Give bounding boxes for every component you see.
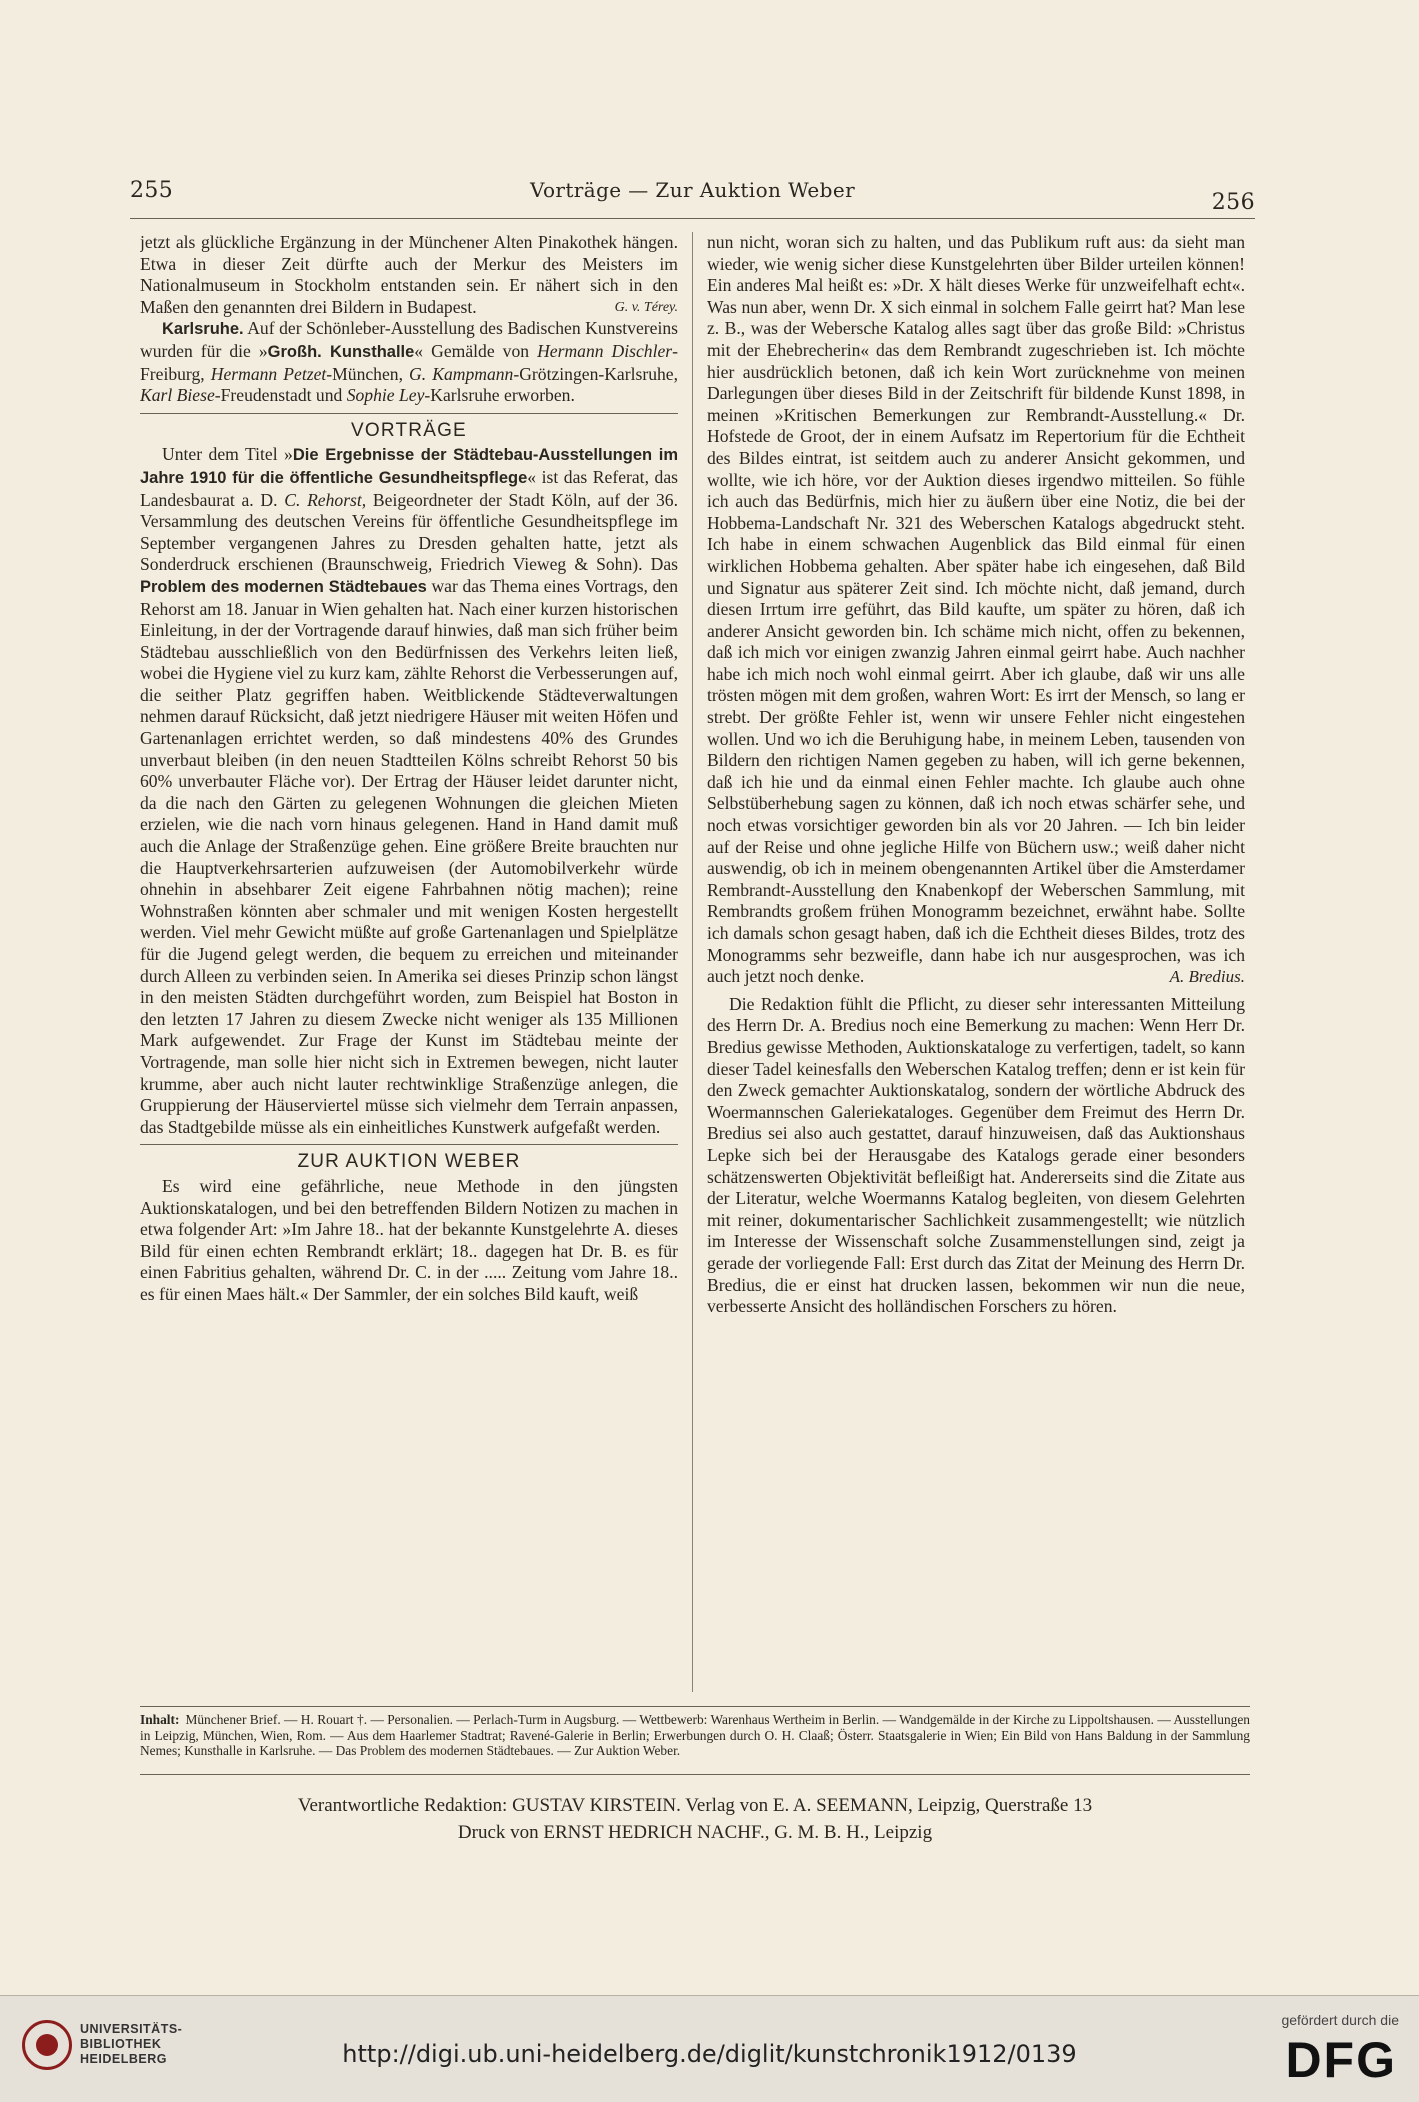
karlsruhe-text-5: -Grötzingen-Karlsruhe,: [513, 363, 678, 384]
page-number-right: 256: [1211, 190, 1255, 215]
funded-by-label: gefördert durch die: [1281, 2012, 1399, 2028]
karlsruhe-text-7: -Karlsruhe erworben.: [424, 385, 575, 406]
karlsruhe-text-4: -München,: [326, 363, 410, 384]
running-title: Vorträge — Zur Auktion Weber: [529, 178, 856, 202]
section-title-weber: ZUR AUKTION WEBER: [140, 1144, 678, 1173]
imprint-line-1: Verantwortliche Redaktion: GUSTAV KIRSTEIN. Verlag von E. A. SEEMANN, Leipzig, Querstraße 13: [297, 1795, 1093, 1816]
name-petzet: Hermann Petzet: [210, 363, 327, 384]
column-left: [140, 232, 678, 1692]
karlsruhe-text-2: « Gemälde von: [414, 340, 538, 361]
table-of-contents: [140, 1706, 1250, 1759]
paragraph-redaktion: Die Redaktion fühlt die Pflicht, zu dieser sehr interessanten Mitteilung des Herrn Dr. A. Bredius noch eine Bemerkung zu machen: Wenn Herr Dr. Bredius gewisse Methoden, Auktionskataloge zu verfertigen, tadelt, so kann dieser Tadel keinesfalls den Weberschen Katalog treffen; denn er ist kein für den Zweck gemachter Auktionskatalog, sondern der wörtliche Abdruck des Woermannschen Galeriekataloges. Gegenüber dem Freimut des Herrn Dr. Bredius sei also auch gestattet, darauf hinzuweisen, daß das Auktionshaus Lepke sich bei der Herausgabe des Katalogs gerade einer besonders schätzenswerten Objektivität befleißigt hat. Andererseits sind die Zitate aus der Literatur, welche Woermanns Katalog begleiten, von diesem Gelehrten mit reiner, dokumentarischer Sachlichkeit zusammengestellt; wie nützlich im Interesse der Wissenschaft solche Zusammenstellungen sind, zeigt ja gerade der vorliegende Fall: Erst durch das Zitat der Meinung des Herrn Dr. Bredius, die er einst hat drucken lassen, bekommen wir nun die neue, verbesserte Ansicht des holländischen Forschers zu hören.: [707, 993, 1245, 1317]
signature-bredius: A. Bredius.: [1169, 967, 1245, 987]
library-line-1: UNIVERSITÄTS-: [80, 2022, 183, 2036]
karlsruhe-text-3: -Freiburg,: [140, 340, 678, 384]
name-biese: Karl Biese: [140, 385, 215, 406]
column-right: [707, 232, 1245, 1692]
library-line-2: BIBLIOTHEK: [80, 2037, 162, 2051]
page-number-left: 255: [130, 178, 174, 203]
vortraege-bold-title: Die Ergebnisse der Städtebau-Ausstellungen im Jahre 1910 für die öffentliche Gesundheitspflege: [140, 446, 678, 487]
karlsruhe-kunsthalle: Großh. Kunsthalle: [267, 342, 415, 361]
vortraege-text-1: Unter dem Titel »: [162, 444, 293, 465]
contents-rule: [140, 1774, 1250, 1775]
running-header: [130, 178, 1255, 215]
karlsruhe-text-6: -Freudenstadt und: [214, 385, 347, 406]
karlsruhe-heading: Karlsruhe.: [162, 320, 244, 339]
contents-label: Inhalt:: [140, 1712, 180, 1727]
paragraph-intro: [140, 232, 678, 318]
vortraege-text-3: Beigeordneter der Stadt Köln, auf der 36. Versammlung des deutschen Vereins für öffentliche Gesundheitspflege im September vergangenen Jahres zu Dresden gehalten hatte, jetzt als Sonderdruck erschienen (Braunschweig, Friedrich Vieweg & Sohn). Das: [140, 489, 678, 575]
karlsruhe-text-1: Auf der Schönleber-Ausstellung des Badischen Kunstvereins wurden für die »: [140, 318, 678, 361]
paragraph-weber: Es wird eine gefährliche, neue Methode in den jüngsten Auktionskatalogen, und bei den betreffenden Bildern Notizen zu machen in etwa folgender Art: »Im Jahre 18.. hat der bekannte Kunstgelehrte A. dieses Bild für einen echten Rembrandt erklärt; 18.. dagegen hat Dr. B. es für einen Fabritius gehalten, während Dr. C. in der ..... Zeitung vom Jahre 18.. es für einen Maes hält.« Der Sammler, der ein solches Bild kauft, weiß: [140, 1175, 678, 1304]
paragraph-vortraege: [140, 444, 678, 1138]
name-ley: Sophie Ley: [346, 385, 425, 406]
contents-text: Münchener Brief. — H. Rouart †. — Personalien. — Perlach-Turm in Augsburg. — Wettbewerb: Warenhaus Wertheim in Berlin. — Wandgemälde in der Kirche zu Lippoltshausen. — Ausstellungen in Leipzig, München, Wien, Rom. — Aus dem Haarlemer Stadtrat; Ravené-Galerie in Berlin; Erwerbungen durch O. H. Claaß; Österr. Staatsgalerie in Wien; Ein Bild von Hans Baldung in der Sammlung Nemes; Kunsthalle in Karlsruhe. — Das Problem des modernen Städtebaues. — Zur Auktion Weber.: [140, 1712, 1250, 1759]
column-divider: [692, 232, 693, 1692]
section-title-vortraege: VORTRÄGE: [140, 413, 678, 442]
viewer-footer: [0, 1995, 1419, 2102]
two-column-body: [140, 232, 1245, 1692]
dfg-logo[interactable]: DFG: [1285, 2032, 1397, 2088]
signature-terey: G. v. Térey.: [614, 299, 678, 315]
name-dischler: Hermann Dischler: [537, 340, 673, 361]
header-rule: [130, 218, 1255, 219]
bredius-text: nun nicht, woran sich zu halten, und das Publikum ruft aus: da sieht man wieder, wie wenig sicher diese Kunstgelehrten über Bilder urteilen können! Ein anderes Mal heißt es: »Dr. X hält dieses Werke für unzweifelhaft echt«. Was nun aber, wenn Dr. X sich einmal in solchem Falle geirrt hat? Man lese z. B., was der Webersche Katalog alles sagt über das große Bild: »Christus mit der Ehebrecherin« das dem Rembrandt zugeschrieben ist. Ich möchte hier ausdrücklich betonen, daß ich kein Wort zurücknehme von meinen Darlegungen über dieses Bild in der Zeitschrift für bildende Kunst 1898, in meinen »Kritischen Bemerkungen zur Rembrandt-Ausstellung.« Dr. Hofstede de Groot, der in einem Aufsatz im Repertorium für die Echtheit des Bildes eintrat, ist seitdem auch zu anderer Ansicht gekommen, und wollte, wie ich höre, vor der Auktion dieses irgendwo mitteilen. So fühle ich auch das Bedürfnis, mich hier zu äußern über eine Notiz, die bei der Hobbema-Landschaft Nr. 321 des Weberschen Katalogs abgedruckt steht. Ich habe in einem schwachen Augenblick das Bild einmal für einen wirklichen Hobbema gehalten. Aber später habe ich eingesehen, daß Bild und Signatur aus späterer Zeit sind. Ich möchte nicht, daß jemand, durch diesen Irrtum irre geführt, das Bild kaufte, um später zu hören, daß ich anderer Ansicht geworden bin. Ich schäme mich nicht, offen zu bekennen, daß ich mich vor einigen zwanzig Jahren einmal geirrt habe. Auch nachher habe ich mich noch wohl einmal geirrt. Aber ich glaube, daß wir uns alle trösten mögen mit dem großen, wahren Wort: Es irrt der Mensch, so lang er strebt. Der größte Fehler ist, wenn wir unsere Fehler nicht eingestehen wollen. Und wo ich die Beruhigung habe, in meinem Leben, tausenden von Bildern den richtigen Namen gegeben zu haben, will ich gerne bekennen, daß ich hie und da einmal einen Fehler machte. Ich glaube auch ohne Selbstüberhebung sagen zu können, daß ich noch etwas schärfer sehe, und noch etwas vorsichtiger geworden bin als vor 20 Jahren. — Ich bin leider auf der Reise und ohne jegliche Hilfe von Büchern usw.; weiß daher nicht auswendig, ob ich in meinem obengenannten Artikel über die Amsterdamer Rembrandt-Ausstellung den Knabenkopf der Weberschen Sammlung, mit Rembrandts großem frühen Monogramm bezeichnet, erwähnt habe. Sollte ich damals schon gesagt haben, daß ich die Echtheit dieses Bildes, trotz des Monogramms sehr bezweifle, dann habe ich nur ausgesprochen, was ich auch jetzt noch denke.: [707, 232, 1245, 987]
permalink-url[interactable]: http://digi.ub.uni-heidelberg.de/diglit/kunstchronik1912/0139: [342, 2040, 1077, 2068]
imprint-line-2: Druck von ERNST HEDRICH NACHF., G. M. B. H., Leipzig: [457, 1822, 933, 1843]
paragraph-bredius: [707, 232, 1245, 988]
library-line-3: HEIDELBERG: [80, 2052, 167, 2066]
paragraph-karlsruhe: [140, 318, 678, 406]
vortraege-bold-problem: Problem des modernen Städtebaues: [140, 577, 427, 596]
imprint: [140, 1792, 1250, 1846]
vortraege-text-2: « ist das Referat, das Landesbaurat a. D.: [140, 466, 678, 510]
intro-text: jetzt als glückliche Ergänzung in der Münchener Alten Pinakothek hängen. Etwa in dieser Zeit dürfte auch der Merkur des Meisters im Nationalmuseum in Stockholm entstanden sein. Er nähert sich in den Maßen den genannten drei Bildern in Budapest.: [140, 232, 678, 317]
name-kampmann: G. Kampmann: [409, 363, 514, 384]
name-rehorst: C. Rehorst,: [284, 489, 367, 510]
vortraege-text-4: war das Thema eines Vortrags, den Rehorst am 18. Januar in Wien gehalten hat. Nach einer kurzen historischen Einleitung, in der der Vortragende darauf hinwies, daß man sich früher beim Städtebau ausschließlich von den Bedürfnissen des Verkehrs leiten ließ, wobei die Hygiene viel zu kurz kam, zählte Rehorst die Verbesserungen auf, die seither Platz gegriffen haben. Weitblickende Städteverwaltungen nehmen darauf Rücksicht, daß jetzt niedrigere Häuser mit weiten Höfen und Gartenanlagen errichtet werden, so daß mindestens 40% des Grundes unverbaut bleiben (in den neuen Stadtteilen Kölns schreibt Rehorst 50 bis 60% unverbauter Fläche vor). Der Ertrag der Häuser leidet darunter nicht, da die nach den Gärten zu gelegenen Wohnungen die gleichen Mieten erzielen, wie die nach vorn hinaus gelegenen. Hand in Hand damit muß auch die Anlage der Straßenzüge gehen. Eine größere Breite brauchten nur die Hauptverkehrsarterien aufzuweisen (der Automobilverkehr würde ohnehin in absehbarer Zeit eigene Fahrbahnen nötig machen); reine Wohnstraßen könnten aber schmaler und mit wenigen Kosten hergestellt werden. Viel mehr Gewicht müßte auf große Gartenanlagen und Spielplätze für die Jugend gelegt werden, die bequem zu erreichen und miteinander durch Alleen zu verbinden seien. In Amerika sei dieses Prinzip schon längst in den meisten Städten durchgeführt worden, zum Beispiel hat Boston in den letzten 17 Jahren zu diesem Zwecke nicht weniger als 135 Millionen Mark aufgewendet. Zur Frage der Kunst im Städtebau meinte der Vortragende, man solle hier nicht sich in Extremen bewegen, nicht lauter krumme, aber auch nicht lauter rechtwinklige Straßenzüge anlegen, die Gruppierung der Häuserviertel müsse sich vielmehr dem Terrain anpassen, das Stadtgebilde müsse als ein einheitliches Kunstwerk aufgefaßt werden.: [140, 575, 678, 1137]
